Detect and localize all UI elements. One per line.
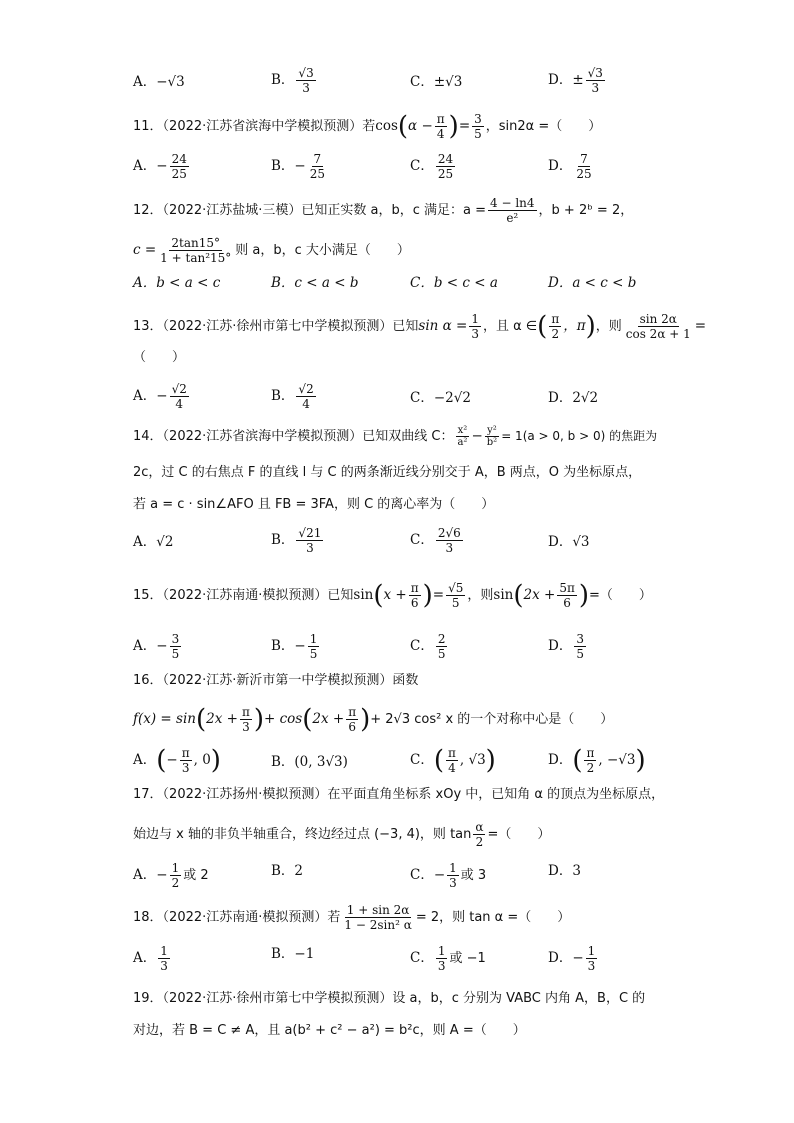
question-18: 18．（2022·江苏南通·模拟预测）若 $\frac{1 + \sin 2\alpha}{\text{1 − 2sin² α}}$ = 2，则 tan α =（ ） <box>133 903 571 932</box>
question-19: 19．（2022·江苏·徐州市第七中学模拟预测）设 a，b，c 分别为 VABC 内角 A，B，C 的 <box>133 991 646 1006</box>
q14-option-d: D．√3 <box>548 534 590 550</box>
q11-option-c: C． $\frac{24}{25}$ <box>410 152 454 181</box>
q15-option-d: D． $\frac{3}{5}$ <box>548 632 584 661</box>
q18-option-d: D．− $\frac{1}{3}$ <box>548 944 596 973</box>
q12-option-d: D．a < c < b <box>548 275 637 291</box>
q17-option-c: C．− $\frac{1}{3}$ 或 3 <box>410 861 487 890</box>
q17-option-a: A．− $\frac{1}{2}$ 或 2 <box>133 861 209 890</box>
q11-option-b: B．− $\frac{7}{25}$ <box>271 152 326 181</box>
question-15: 15．（2022·江苏南通·模拟预测）已知sin(x + $\frac{\pi}{6}$ )= $\frac{√5}{5}$ ，则sin(2x + $\frac{5\pi}{6}$ )=（ ） <box>133 580 652 611</box>
q18-option-a: A． $\frac{1}{3}$ <box>133 944 168 973</box>
q17-option-b: B．2 <box>271 863 304 879</box>
q12-option-c: C．b < c < a <box>410 275 498 291</box>
q17-option-d: D．3 <box>548 863 581 879</box>
q18-option-b: B．−1 <box>271 946 315 962</box>
option-c: C．±√3 <box>410 74 463 90</box>
q13-option-c: C．−2√2 <box>410 390 471 406</box>
question-16: 16．（2022·江苏·新沂市第一中学模拟预测）函数 <box>133 673 419 688</box>
question-14-line2: 2c，过 C 的右焦点 F 的直线 l 与 C 的两条渐近线分别交于 A，B 两点，O 为坐标原点， <box>133 465 642 480</box>
q15-option-c: C． $\frac{2}{5}$ <box>410 632 446 661</box>
q14-option-a: A．√2 <box>133 534 174 550</box>
q11-option-a: A．− $\frac{24}{25}$ <box>133 152 187 181</box>
q13-option-a: A．− $\frac{√2}{4}$ <box>133 382 187 411</box>
question-14: 14．（2022·江苏省滨海中学模拟预测）已知双曲线 C： $\frac{\text{x²}}{\text{a²}}$ − $\frac{\text{y²}}{\text{b²}}$ = 1(a > 0, b > 0) 的焦距为 <box>133 425 658 448</box>
question-14-line3: 若 a = c · sin∠AFO 且 FB = 3FA，则 C 的离心率为（ ） <box>133 497 495 512</box>
question-12: 12．（2022·江苏盐城·三模）已知正实数 a，b，c 满足：a = $\frac{4 - \ln 4}{\text{e²}}$ ，b + 2ᵇ = 2， <box>133 196 634 225</box>
q13-option-b: B． $\frac{√2}{4}$ <box>271 382 314 411</box>
q16-option-b: B．(0, 3√3) <box>271 754 348 770</box>
q15-option-b: B．− $\frac{1}{5}$ <box>271 632 318 661</box>
q12-option-a: A．b < a < c <box>133 275 221 291</box>
question-13: 13．（2022·江苏·徐州市第七中学模拟预测）已知sin α = $\frac{1}{3}$ ，且 α ∈( $\frac{\pi}{2}$ ，π)，则 $\frac{\sin 2\alpha}{\cos 2\alpha + 1}$ = <box>133 311 707 342</box>
q13-option-d: D．2√2 <box>548 390 599 406</box>
q14-option-b: B． $\frac{√21}{3}$ <box>271 526 322 555</box>
q16-option-c: C．( $\frac{\pi}{4}$ , √3) <box>410 745 496 776</box>
q16-option-a: A．(− $\frac{\pi}{3}$ , 0) <box>133 745 221 776</box>
question-17-line2: 始边与 x 轴的非负半轴重合，终边经过点 (−3, 4)，则 tan $\frac{\alpha}{2}$ =（ ） <box>133 820 551 849</box>
question-17: 17．（2022·江苏扬州·模拟预测）在平面直角坐标系 xOy 中，已知角 α 的顶点为坐标原点， <box>133 787 665 802</box>
q12-option-b: B．c < a < b <box>271 275 359 291</box>
option-a: A．−√3 <box>133 74 185 90</box>
question-13-blank: （ ） <box>133 350 186 365</box>
option-b: B． $\frac{√3}{3}$ <box>271 66 314 95</box>
q18-option-c: C． $\frac{1}{3}$ 或 −1 <box>410 944 486 973</box>
q15-option-a: A．− $\frac{3}{5}$ <box>133 632 180 661</box>
question-12-line2: c = $\frac{2\tan 15^\circ}{\text{1 + tan²15°}}$ 则 a，b，c 大小满足（ ） <box>133 236 410 265</box>
question-16-formula: f(x) = sin(2x + $\frac{\pi}{3}$ )+ cos(2x + $\frac{\pi}{6}$ )+ 2√3 cos² x 的一个对称中心是（ ） <box>133 704 614 735</box>
option-d: D．± $\frac{√3}{3}$ <box>548 66 603 95</box>
question-11: 11．（2022·江苏省滨海中学模拟预测）若cos(α − $\frac{\pi}{4}$ )= $\frac{3}{5}$ ，sin2α =（ ） <box>133 111 602 142</box>
q14-option-c: C． $\frac{2√6}{3}$ <box>410 526 461 555</box>
question-19-line2: 对边，若 B = C ≠ A，且 a(b² + c² − a²) = b²c，则 A =（ ） <box>133 1023 526 1038</box>
q11-option-d: D． $\frac{7}{25}$ <box>548 152 592 181</box>
q16-option-d: D．( $\frac{\pi}{2}$ , −√3) <box>548 745 646 776</box>
